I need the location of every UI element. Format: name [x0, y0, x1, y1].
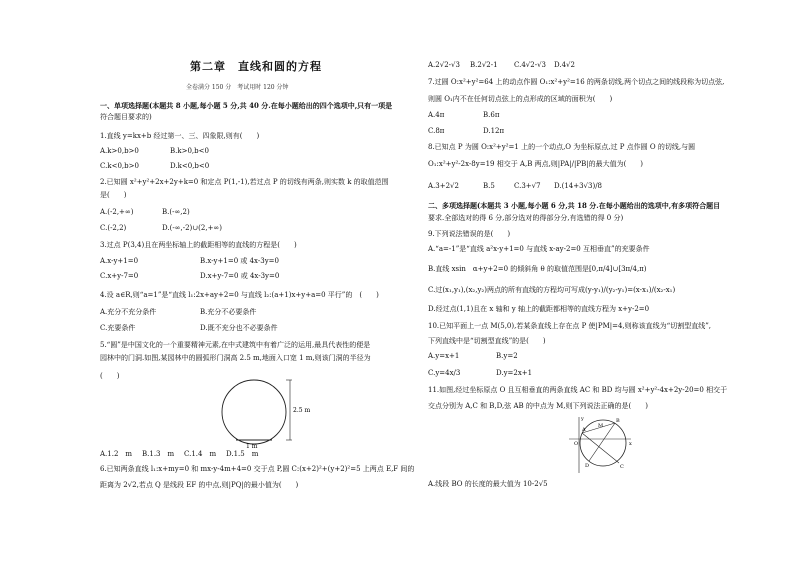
- option-item: A.x-y+1=0: [100, 257, 139, 265]
- question-text: 1.直线 y=kx+b 经过第一、三、四象限,则有( ): [100, 132, 260, 140]
- option-item: A.k>0,b>0: [100, 147, 139, 155]
- question-text: 9.下列说法错误的是( ): [428, 230, 511, 238]
- option-item: A.3+2√2: [428, 182, 459, 190]
- question-text: B.直线 xsin α+y+2=0 的倾斜角 θ 的取值范围是[0,π/4]∪[3π/4,π): [428, 265, 647, 273]
- circle-chords-figure: [565, 415, 635, 477]
- question-text: 4.设 a∈R,则“a=1”是“直线 l₁:2x+ay+2=0 与直线 l₂:(a+1)x+y+a=0 平行”的 ( ): [100, 291, 379, 299]
- label-C: C: [620, 464, 624, 470]
- option-item: B.充分不必要条件: [200, 308, 257, 316]
- option-item: C.(-2,2): [100, 224, 127, 232]
- option-item: C.8π: [428, 127, 445, 135]
- question-text: 5.“圆”是中国文化的一个重要精神元素,在中式建筑中有着广泛的运用,最具代表性的便是: [100, 341, 371, 349]
- question-text: 6.已知两条直线 l₁:x+my=0 和 mx-y-4m+4=0 交于点 P,圆 C:(x+2)²+(y+2)²=5 上两点 E,F 间的: [100, 465, 415, 473]
- option-item: C.充要条件: [100, 324, 136, 332]
- arch-figure: [218, 374, 311, 454]
- label-x: x: [629, 441, 632, 447]
- option-item: B.6π: [483, 111, 500, 119]
- option-item: C.3+√7: [514, 182, 541, 190]
- exam-meta: 全卷满分 150 分 考试用时 120 分钟: [186, 84, 289, 91]
- option-item: A.充分不充分条件: [100, 308, 157, 316]
- option-item: B.5: [483, 182, 495, 190]
- question-text: 3.过点 P(3,4)且在两坐标轴上的截距相等的直线的方程是( ): [100, 241, 297, 249]
- question-text: O₁:x²+y²-2x-8y=19 相交于 A,B 两点,则|PA|/|PB|的最大值为( ): [428, 160, 644, 168]
- question-text: 交点分别为 A,C 和 B,D,弦 AB 的中点为 M,则下列说法正确的是( ): [428, 402, 648, 410]
- option-item: C.x+y-7=0: [100, 272, 139, 280]
- option-item: C.k<0,b>0: [100, 162, 139, 170]
- question-text: 2.已知圆 x²+y²+2x+2y+k=0 和定点 P(1,-1),若过点 P 的切线有两条,则实数 k 的取值范围: [100, 178, 389, 186]
- option-item: D.(14+3√3)/8: [554, 182, 603, 190]
- label-B: B: [616, 418, 620, 424]
- question-text: 园林中的门洞.如图,某园林中的圆弧形门洞高 2.5 m,地面入口宽 1 m,则该门洞的半径为: [100, 354, 371, 362]
- option-item: D.(-∞,-2)∪(2,+∞): [162, 224, 222, 232]
- label-O: O: [574, 441, 579, 447]
- question-text: 7.过圆 O:x²+y²=64 上的动点作圆 O₁:x²+y²=16 的两条切线,两个切点之间的线段称为切点弦,: [428, 78, 725, 86]
- width-label: 1 m: [246, 443, 258, 450]
- question-text: A.“a=-1”是“直线 a²x-y+1=0 与直线 x-ay-2=0 互相垂直”的充要条件: [428, 245, 650, 253]
- label-A: A: [582, 427, 586, 433]
- option-item: D.既不充分也不必要条件: [200, 324, 278, 332]
- section-heading: 二、多项选择题(本题共 3 小题,每小题 6 分,共 18 分.在每小题给出的选项中,有多项符合题目: [428, 201, 721, 210]
- option-item: B.2√2-1: [470, 61, 498, 69]
- option-item: C.1.4 m: [184, 450, 217, 458]
- question-text: 11.如图,经过坐标原点 O 且互相垂直的两条直线 AC 和 BD 均与圆 x²+y²-4x+2y-20=0 相交于: [428, 386, 728, 394]
- option-item: A.y=x+1: [428, 352, 460, 360]
- option-item: B.(-∞,2): [162, 208, 190, 216]
- label-M: M: [598, 423, 604, 429]
- label-D: D: [585, 463, 590, 469]
- question-text: 要求.全部选对的得 6 分,部分选对的得部分分,有选错的得 0 分): [428, 214, 624, 222]
- option-item: C.4√2-√3: [514, 61, 546, 69]
- option-item: C.y=4x/3: [428, 369, 461, 377]
- question-text: C.过(x₁,y₁),(x₂,y₂)两点的所有直线的方程均可写成(y-y₁)/(y₂-y₁)=(x-x₁)/(x₂-x₁): [428, 286, 676, 294]
- option-item: D.x+y-7=0 或 4x-3y=0: [200, 272, 280, 280]
- question-text: 是( ): [100, 191, 127, 199]
- question-text: 10.已知平面上一点 M(5,0),若某条直线上存在点 P 使|PM|=4,则称该直线为“切割型直线”,: [428, 322, 712, 330]
- option-item: A.(-2,+∞): [100, 208, 134, 216]
- label-y: y: [581, 416, 584, 422]
- question-text: ( ): [100, 372, 120, 380]
- question-text: 8.已知点 P 为圆 O:x²+y²=1 上的一个动点,O 为坐标原点,过 P 点作圆 O 的切线,与圆: [428, 143, 696, 151]
- question-text: 符合题目要求的): [100, 113, 152, 121]
- question-text: 下列直线中是“切割型直线”的是( ): [428, 337, 546, 345]
- option-item: B.k>0,b<0: [170, 147, 209, 155]
- question-text: D.经过点(1,1)且在 x 轴和 y 轴上的截距都相等的直线方程为 x+y-2=0: [428, 305, 650, 313]
- option-item: B.y=2: [496, 352, 518, 360]
- section-heading: 一、单项选择题(本题共 8 小题,每小题 5 分,共 40 分.在每小题给出的四个选项中,只有一项是: [100, 101, 393, 110]
- option-item: A.1.2 m: [100, 450, 133, 458]
- option-item: A.2√2-√3: [428, 61, 460, 69]
- question-text: 距离为 2√2,若点 Q 是线段 EF 的中点,则|PQ|的最小值为( ): [100, 481, 299, 489]
- option-item: D.1.5 m: [226, 450, 259, 458]
- arch-circle: [222, 380, 286, 444]
- option-item: D.y=2x+1: [496, 369, 533, 377]
- question-text: A.线段 BO 的长度的最大值为 10-2√5: [428, 480, 548, 488]
- option-item: A.4π: [428, 111, 445, 119]
- option-item: D.12π: [483, 127, 505, 135]
- height-label: 2.5 m: [293, 407, 311, 414]
- option-item: B.1.3 m: [142, 450, 175, 458]
- page-title: 第二章 直线和圆的方程: [190, 60, 322, 73]
- option-item: D.k<0,b<0: [170, 162, 210, 170]
- option-item: D.4√2: [554, 61, 575, 69]
- question-text: 则圆 O₁内不在任何切点弦上的点形成的区域的面积为( ): [428, 95, 613, 103]
- option-item: B.x-y+1=0 或 4x-3y=0: [200, 257, 279, 265]
